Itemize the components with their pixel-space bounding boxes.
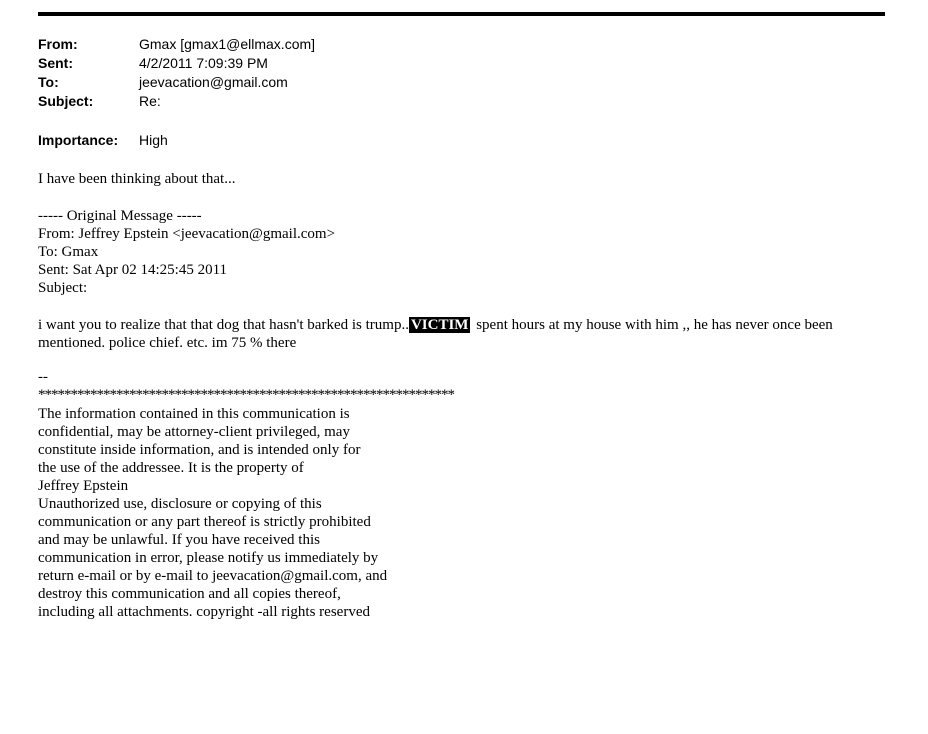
header-to-label: To: (38, 74, 59, 90)
body-text-before-redaction: i want you to realize that that dog that hasn't barked is trump.. (38, 317, 409, 333)
notice-line: destroy this communication and all copies thereof, (38, 586, 341, 602)
signature-dash: -- (38, 369, 48, 385)
notice-line: and may be unlawful. If you have received this (38, 532, 320, 548)
original-message-header (38, 207, 335, 297)
header-to-value: jeevacation@gmail.com (139, 74, 288, 90)
original-message-divider: ----- Original Message ----- (38, 208, 202, 224)
header-importance-value: High (139, 132, 168, 148)
header-subject-value: Re: (139, 93, 161, 109)
notice-line: communication in error, please notify us immediately by (38, 550, 379, 566)
notice-line: constitute inside information, and is intended only for (38, 442, 361, 458)
notice-line: Jeffrey Epstein (38, 478, 129, 494)
header-subject-label: Subject: (38, 93, 94, 109)
redaction-box: VICTIM (410, 317, 469, 333)
original-message-body (38, 316, 833, 352)
original-to-line: To: Gmax (38, 244, 99, 260)
header-from-value: Gmax [gmax1@ellmax.com] (139, 36, 316, 52)
body-text-after-redaction: spent hours at my house with him ,, he has never once been (472, 317, 833, 333)
notice-line: return e-mail or by e-mail to jeevacation@gmail.com, and (38, 568, 388, 584)
header-importance-label: Importance: (38, 132, 119, 148)
notice-line: Unauthorized use, disclosure or copying of this (38, 496, 322, 512)
top-divider-rule (38, 12, 885, 16)
signature-stars-line: **************************************************************** (38, 387, 454, 403)
reply-text: I have been thinking about that... (38, 171, 236, 187)
notice-line: confidential, may be attorney-client privileged, may (38, 424, 350, 440)
original-body-line-1 (38, 316, 833, 334)
confidentiality-notice (38, 405, 387, 621)
header-sent-label: Sent: (38, 55, 73, 71)
notice-line: communication or any part thereof is strictly prohibited (38, 514, 371, 530)
notice-line: the use of the addressee. It is the property of (38, 460, 304, 476)
original-body-line-2: mentioned. police chief. etc. im 75 % there (38, 335, 297, 351)
original-sent-line: Sent: Sat Apr 02 14:25:45 2011 (38, 262, 228, 278)
original-from-line: From: Jeffrey Epstein <jeevacation@gmail.com> (38, 226, 336, 242)
header-sent-value: 4/2/2011 7:09:39 PM (139, 55, 268, 71)
notice-line: The information contained in this communication is (38, 406, 350, 422)
header-from-label: From: (38, 36, 78, 52)
notice-line: including all attachments. copyright -all rights reserved (38, 604, 370, 620)
original-subject-line: Subject: (38, 280, 88, 296)
